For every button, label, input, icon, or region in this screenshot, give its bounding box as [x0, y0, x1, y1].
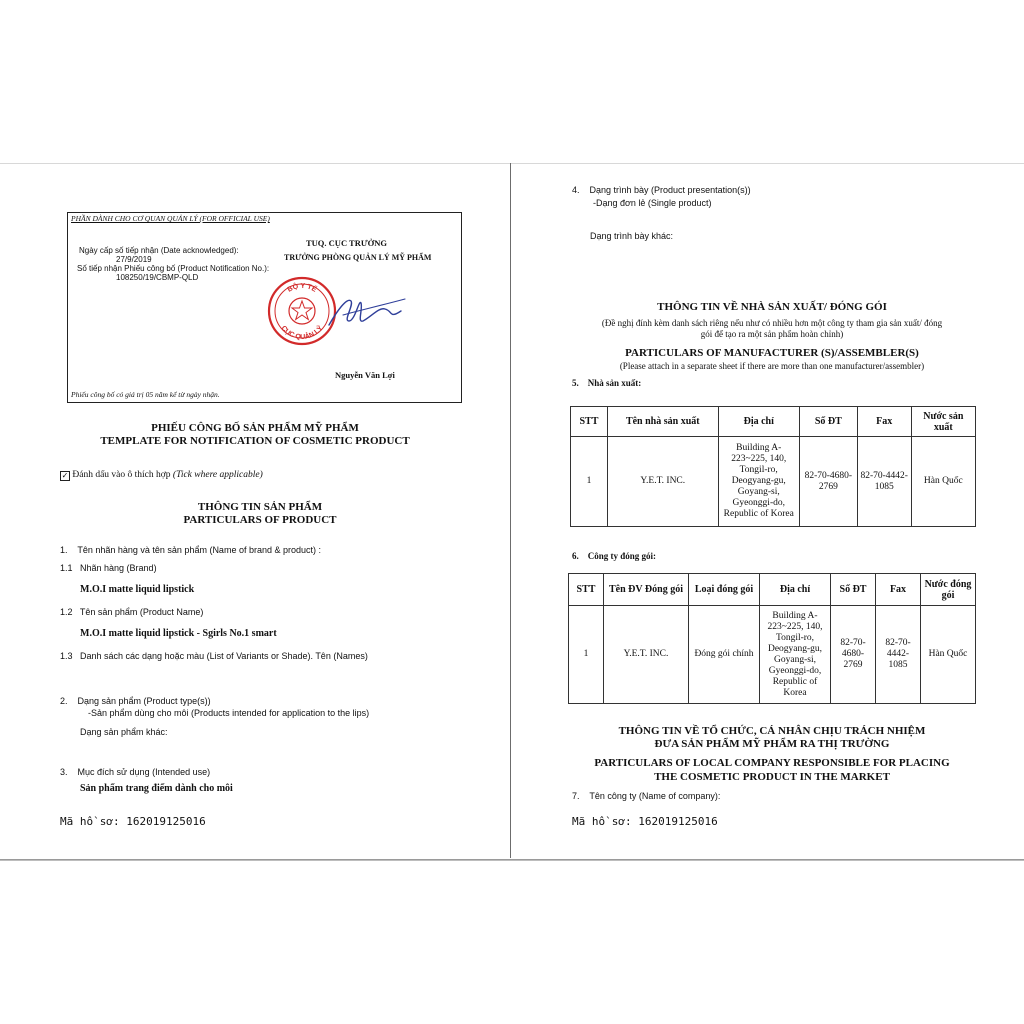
manufacturer-note-vi-1: (Đề nghị đính kèm danh sách riêng nếu như có nhiều hơn một công ty tham gia sản xuất/ đóng	[601, 318, 943, 328]
manufacturer-title-vi: THÔNG TIN VỀ NHÀ SẢN XUẤT/ ĐÓNG GÓI	[657, 301, 887, 313]
title-english: TEMPLATE FOR NOTIFICATION OF COSMETIC PRODUCT	[100, 435, 410, 447]
table-cell: Hàn Quốc	[911, 437, 975, 527]
title-vietnamese: PHIẾU CÔNG BỐ SẢN PHẨM MỸ PHẨM	[151, 422, 359, 434]
table-cell: Đóng gói chính	[689, 606, 760, 704]
column-header: Địa chỉ	[760, 574, 831, 606]
item-4-value: -Dạng đơn lẻ (Single product)	[593, 198, 712, 208]
handwritten-signature	[323, 291, 408, 331]
notification-number-value: 108250/19/CBMP-QLD	[116, 273, 199, 282]
manufacturer-title-en: PARTICULARS OF MANUFACTURER (S)/ASSEMBLER(S)	[625, 347, 919, 359]
packaging-table	[568, 573, 976, 704]
table-cell: 82-70-4680-2769	[831, 606, 876, 704]
date-acknowledged-value: 27/9/2019	[116, 255, 152, 264]
table-cell: 82-70-4442-1085	[876, 606, 921, 704]
tick-where-applicable	[60, 470, 263, 481]
responsible-title-vi-1: THÔNG TIN VỀ TỔ CHỨC, CÁ NHÂN CHỊU TRÁCH NHIỆM	[618, 725, 926, 737]
table-header-row	[569, 574, 976, 606]
item-2-other: Dạng sản phẩm khác:	[80, 727, 168, 737]
file-code-left: Mã hồ sơ: 162019125016	[60, 815, 206, 828]
item-1-1: 1.1 Nhãn hàng (Brand)	[60, 563, 157, 573]
table-cell: 1	[571, 437, 608, 527]
column-header: Số ĐT	[831, 574, 876, 606]
item-2-value: -Sản phẩm dùng cho môi (Products intended for application to the lips)	[88, 708, 370, 718]
column-header: Tên ĐV Đóng gói	[604, 574, 689, 606]
column-header: Loại đóng gói	[689, 574, 760, 606]
column-header: STT	[571, 407, 608, 437]
brand-value: M.O.I matte liquid lipstick	[80, 584, 195, 595]
tick-label-english: (Tick where applicable)	[172, 470, 263, 480]
signer-title-1: TUQ. CỤC TRƯỞNG	[306, 238, 387, 248]
column-header: Nước đóng gói	[921, 574, 976, 606]
official-use-header: PHẦN DÀNH CHO CƠ QUAN QUẢN LÝ (FOR OFFICIAL USE)	[71, 214, 270, 223]
manufacturer-note-en: (Please attach in a separate sheet if there are more than one manufacturer/assembler)	[619, 361, 925, 371]
column-header: Nước sản xuất	[911, 407, 975, 437]
table-cell: Y.E.T. INC.	[607, 437, 718, 527]
item-4-other: Dạng trình bày khác:	[590, 231, 674, 241]
item-1-3: 1.3 Danh sách các dạng hoặc màu (List of Variants or Shade). Tên (Names)	[60, 651, 368, 661]
item-4: 4. Dạng trình bày (Product presentation(s))	[572, 185, 751, 195]
column-header: Fax	[857, 407, 911, 437]
official-use-footer: Phiếu công bố có giá trị 05 năm kể từ ngày nhận.	[71, 390, 220, 399]
item-5: 5. Nhà sản xuất:	[572, 378, 642, 388]
table-row	[569, 606, 976, 704]
official-use-box	[67, 212, 462, 403]
manufacturer-note-vi-2: gói để tạo ra một sản phẩm hoàn chỉnh)	[700, 329, 844, 339]
column-header: Số ĐT	[799, 407, 857, 437]
item-2: 2. Dạng sản phẩm (Product type(s))	[60, 696, 211, 706]
table-cell: Building A-223~225, 140, Tongil-ro, Deogyang-gu, Goyang-si, Gyeonggi-do, Republic of Korea	[718, 437, 799, 527]
table-cell: Hàn Quốc	[921, 606, 976, 704]
item-1: 1. Tên nhãn hàng và tên sản phẩm (Name of brand & product) :	[60, 545, 321, 555]
item-6: 6. Công ty đóng gói:	[572, 551, 657, 561]
item-3-value: Sản phẩm trang điểm dành cho môi	[80, 783, 233, 794]
table-cell: Y.E.T. INC.	[604, 606, 689, 704]
column-header: Địa chỉ	[718, 407, 799, 437]
svg-text:CỤC QUẢN LÝ	[280, 323, 325, 341]
signer-title-2: TRƯỞNG PHÒNG QUẢN LÝ MỸ PHẨM	[284, 253, 432, 262]
item-3: 3. Mục đích sử dụng (Intended use)	[60, 767, 211, 777]
date-acknowledged-label: Ngày cấp số tiếp nhận (Date acknowledged):	[79, 246, 239, 255]
item-7: 7. Tên công ty (Name of company):	[572, 791, 721, 801]
file-code-right: Mã hồ sơ: 162019125016	[572, 815, 718, 828]
notification-number-label: Số tiếp nhận Phiếu công bố (Product Notification No.):	[77, 264, 270, 273]
responsible-title-en-2: THE COSMETIC PRODUCT IN THE MARKET	[654, 771, 890, 783]
section-product-en: PARTICULARS OF PRODUCT	[183, 514, 337, 526]
signer-name: Nguyễn Văn Lợi	[335, 370, 395, 380]
responsible-title-en-1: PARTICULARS OF LOCAL COMPANY RESPONSIBLE FOR PLACING	[594, 757, 950, 769]
column-header: STT	[569, 574, 604, 606]
seal-bottom-text: CỤC QUẢN LÝ	[279, 324, 325, 342]
item-1-2: 1.2 Tên sản phẩm (Product Name)	[60, 607, 204, 617]
table-header-row	[571, 407, 976, 437]
column-header: Tên nhà sản xuất	[607, 407, 718, 437]
product-name-value: M.O.I matte liquid lipstick - Sgirls No.1 smart	[80, 628, 277, 639]
svg-text:BỘ Y TẾ	[286, 281, 319, 294]
tick-label: Đánh dấu vào ô thích hợp	[72, 470, 171, 480]
seal-top-text: BỘ Y TẾ	[286, 282, 318, 294]
table-row	[571, 437, 976, 527]
table-cell: 82-70-4442-1085	[857, 437, 911, 527]
column-header: Fax	[876, 574, 921, 606]
responsible-title-vi-2: ĐƯA SẢN PHẨM MỸ PHẨM RA THỊ TRƯỜNG	[654, 738, 890, 750]
table-cell: Building A-223~225, 140, Tongil-ro, Deogyang-gu, Goyang-si, Gyeonggi-do, Republic of Korea	[760, 606, 831, 704]
section-product-vi: THÔNG TIN SẢN PHẨM	[197, 501, 323, 513]
table-cell: 1	[569, 606, 604, 704]
table-cell: 82-70-4680-2769	[799, 437, 857, 527]
checkbox-checked-icon: ✓	[61, 471, 69, 480]
manufacturer-table	[570, 406, 976, 527]
